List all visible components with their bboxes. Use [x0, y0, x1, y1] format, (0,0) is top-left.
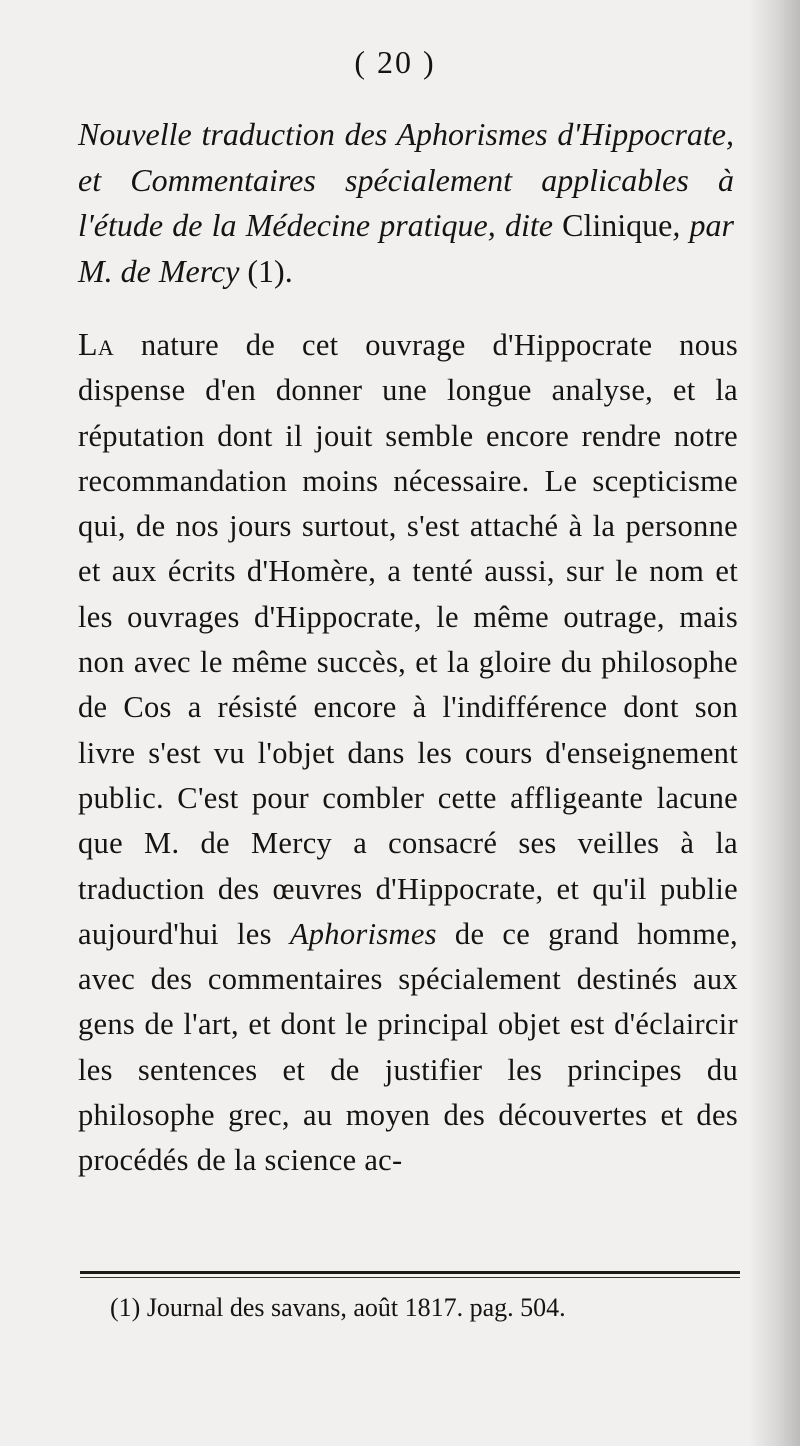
- footnote-rule-thin: [80, 1277, 740, 1278]
- article-title: [78, 112, 734, 294]
- body-text-part-1: nature de cet ouvrage d'Hippocrate nous dispense d'en donner une longue analyse, et la réputation dont il jouit semble encore rendre notre recommandation moins nécessaire. Le scepticisme qui, de nos jours surtout, s'est attaché à la personne et aux écrits d'Homère, a tenté aussi, sur le nom et les ouvrages d'Hippocrate, le même outrage, mais non avec le même succès, et la gloire du philosophe de Cos a résisté encore à l'indifférence dont son livre s'est vu l'objet dans les cours d'enseignement public. C'est pour combler cette affligeante lacune que M. de Mercy a consacré ses veilles à la traduction des œuvres d'Hippocrate, et qu'il publie aujourd'hui les: [78, 328, 738, 951]
- title-roman-word: Clinique: [562, 207, 673, 243]
- page-edge-shadow: [748, 0, 800, 1446]
- drop-cap: La: [78, 326, 115, 362]
- italic-aphorismes: Aphorismes: [289, 916, 437, 951]
- title-note-reference: (1).: [247, 252, 293, 289]
- page-number: ( 20 ): [354, 44, 436, 80]
- title-author-part: , par M. de Mercy: [78, 207, 734, 289]
- footnote-rule-thick: [80, 1271, 740, 1274]
- body-text-part-2: de ce grand homme, avec des commentaires spécialement destinés aux gens de l'art, et dont le principal objet est d'éclaircir les sentences et de justifier les principes du philosophe grec, au moyen des découvertes et des procédés de la science ac-: [78, 916, 738, 1178]
- title-italic-part: Nouvelle traduction des Aphorismes d'Hippocrate, et Commentaires spécialement applicables à l'étude de la Médecine pratique, dite: [78, 116, 734, 243]
- body-paragraph: [78, 322, 738, 1184]
- footnote: (1) Journal des savans, août 1817. pag. 504.: [110, 1293, 566, 1322]
